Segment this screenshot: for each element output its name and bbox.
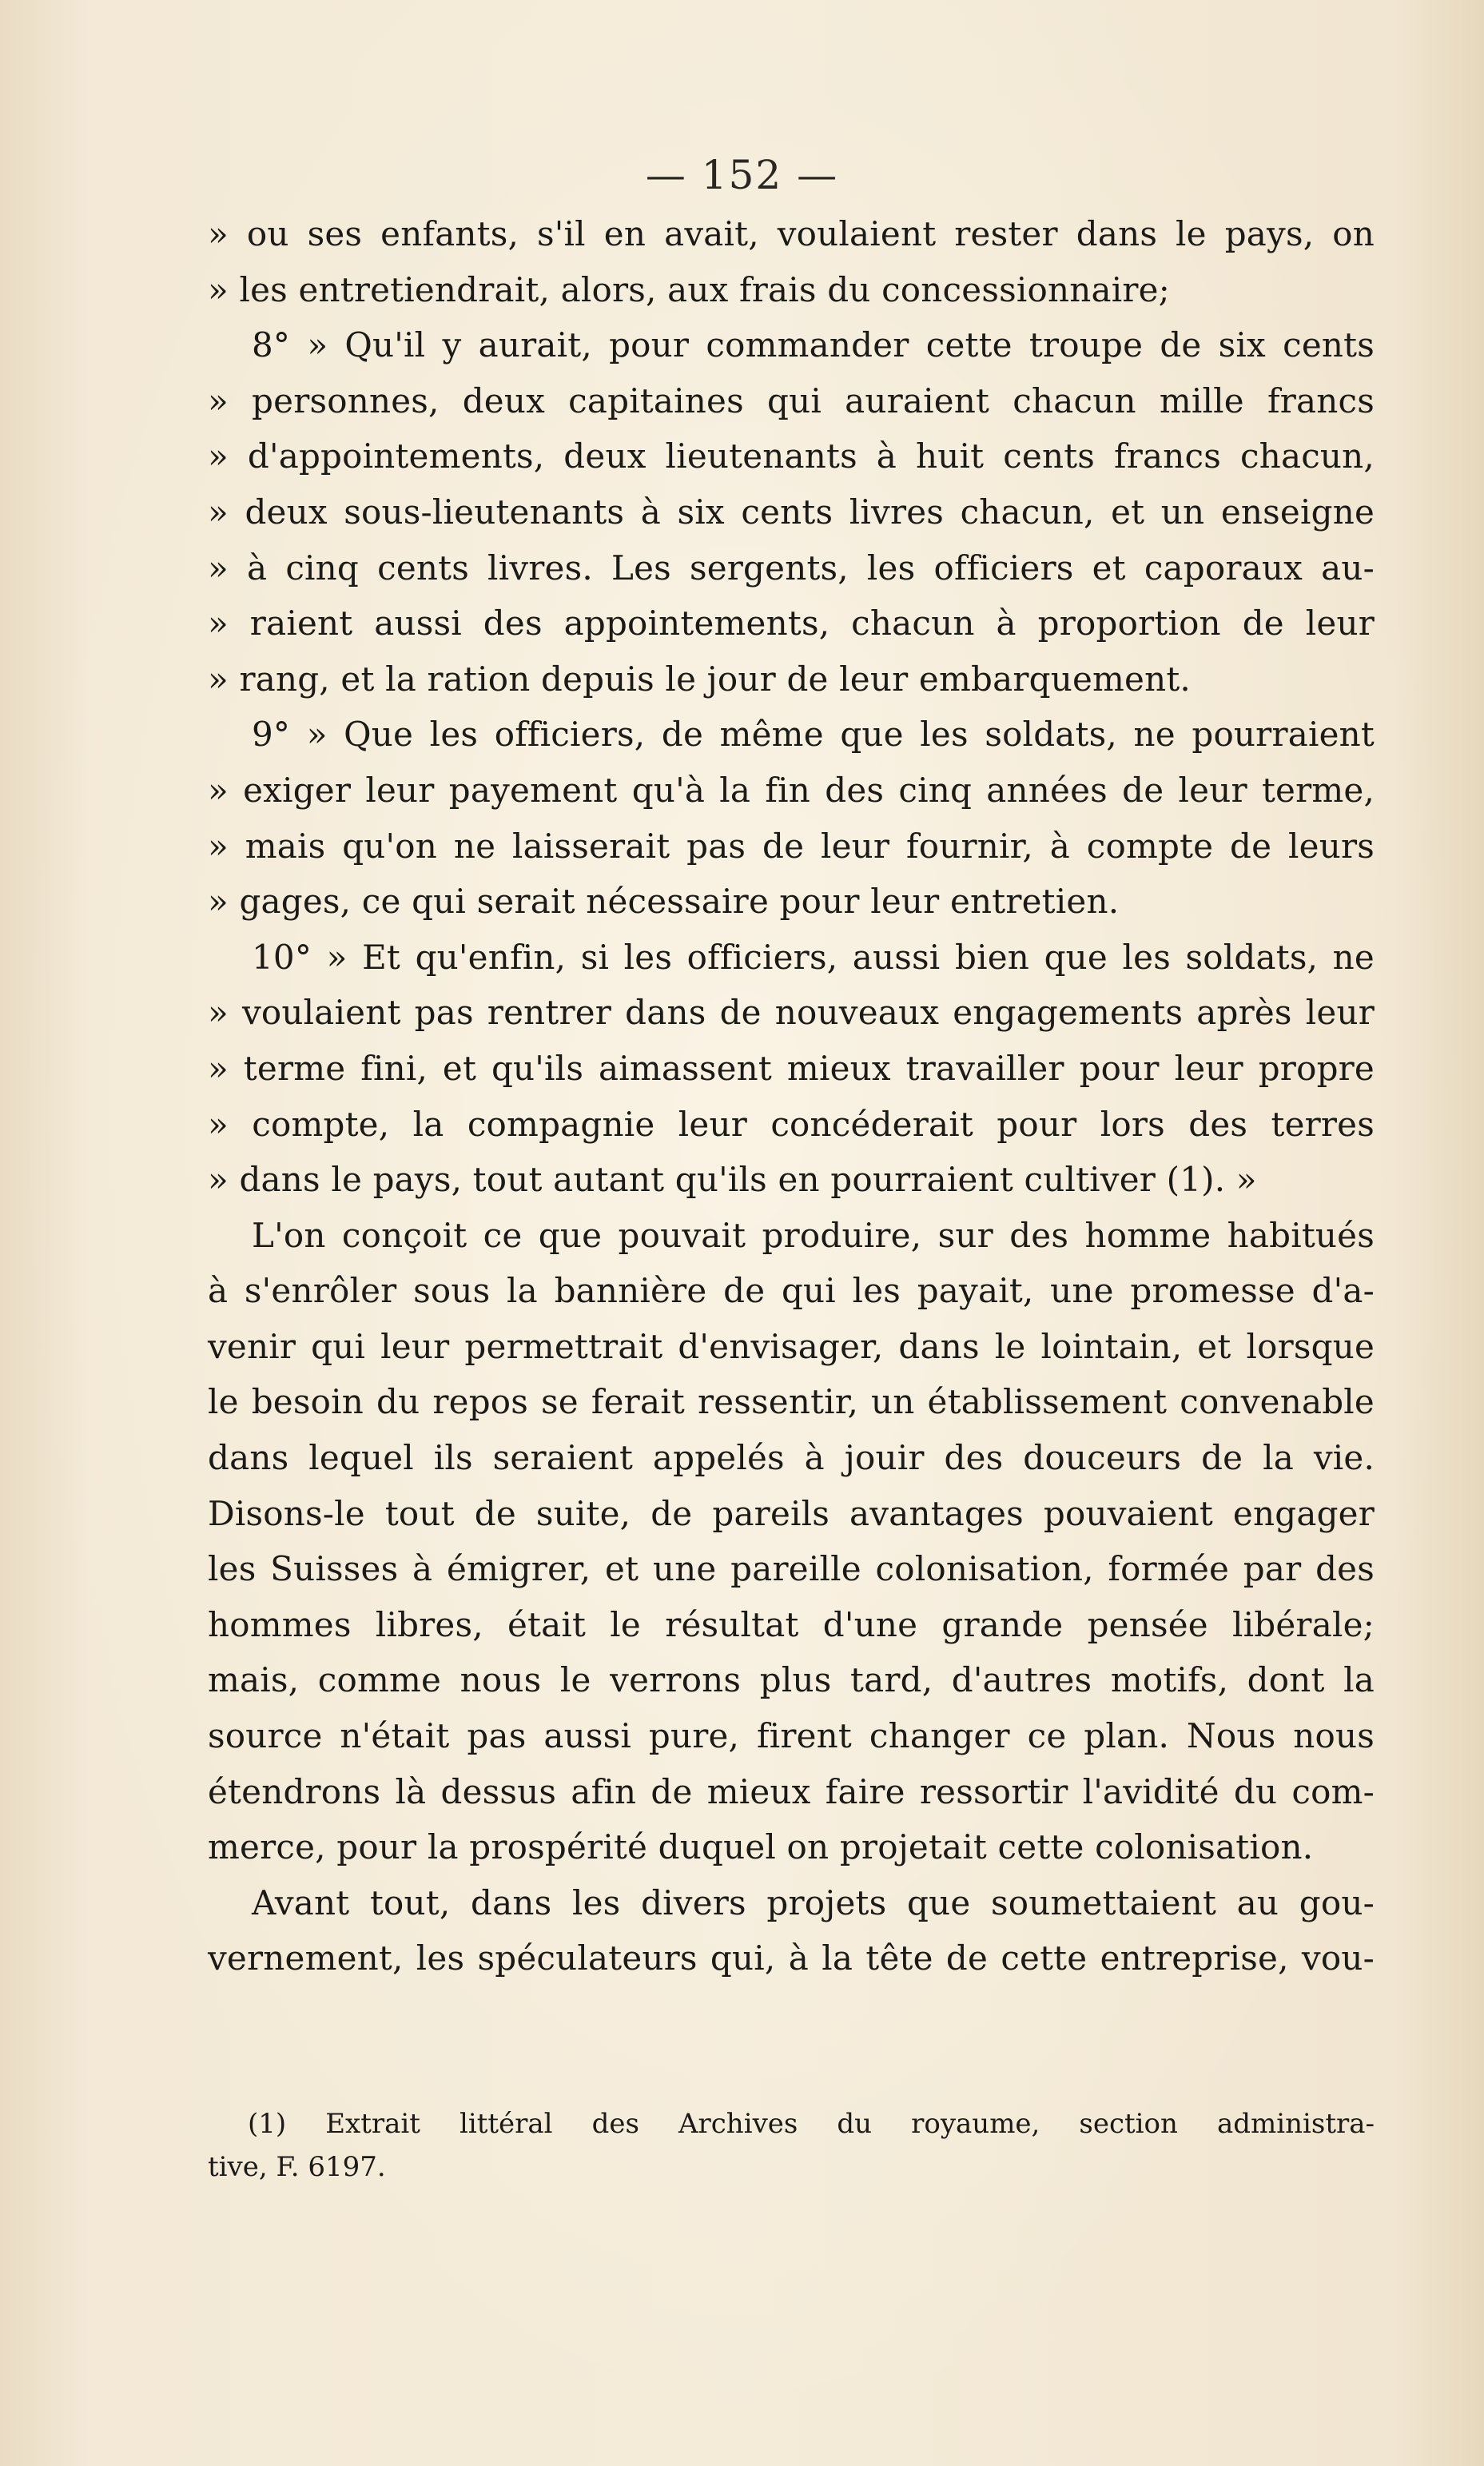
- text-line: » rang, et la ration depuis le jour de leur embarquement.: [208, 659, 1191, 699]
- text-line: vernement, les spéculateurs qui, à la tête de cette entreprise, vou-: [208, 1938, 1375, 1978]
- text-line: à s'enrôler sous la bannière de qui les payait, une promesse d'a-: [208, 1271, 1375, 1311]
- text-line: 10° » Et qu'enfin, si les officiers, aussi bien que les soldats, ne: [252, 937, 1375, 977]
- text-line: venir qui leur permettrait d'envisager, dans le lointain, et lorsque: [208, 1326, 1375, 1366]
- text-line: » dans le pays, tout autant qu'ils en pourraient cultiver (1). »: [208, 1160, 1257, 1200]
- text-line: merce, pour la prospérité duquel on projetait cette colonisation.: [208, 1827, 1314, 1867]
- text-line: » raient aussi des appointements, chacun à proportion de leur: [208, 604, 1375, 643]
- text-line: » les entretiendrait, alors, aux frais du concessionnaire;: [208, 269, 1171, 309]
- page-number: — 152 —: [645, 152, 839, 198]
- text-line: 9° » Que les officiers, de même que les soldats, ne pourraient: [252, 715, 1375, 755]
- text-line: » terme fini, et qu'ils aimassent mieux travailler pour leur propre: [208, 1048, 1375, 1088]
- text-line: » personnes, deux capitaines qui auraient chacun mille francs: [208, 380, 1375, 420]
- body-text: [208, 206, 1375, 1986]
- text-line: » à cinq cents livres. Les sergents, les officiers et caporaux au-: [208, 548, 1375, 588]
- text-line: » gages, ce qui serait nécessaire pour leur entretien.: [208, 882, 1120, 922]
- text-line: » compte, la compagnie leur concéderait pour lors des terres: [208, 1104, 1375, 1144]
- text-line: le besoin du repos se ferait ressentir, un établissement convenable: [208, 1382, 1375, 1422]
- text-line: » exiger leur payement qu'à la fin des cinq années de leur terme,: [208, 770, 1375, 810]
- footnote-line: (1) Extrait littéral des Archives du royaume, section administra-: [248, 2108, 1375, 2140]
- footnote: [208, 2102, 1375, 2189]
- text-line: source n'était pas aussi pure, firent changer ce plan. Nous nous: [208, 1716, 1375, 1756]
- text-line: dans lequel ils seraient appelés à jouir des douceurs de la vie.: [208, 1438, 1375, 1478]
- text-line: » d'appointements, deux lieutenants à huit cents francs chacun,: [208, 436, 1375, 476]
- text-line: Disons-le tout de suite, de pareils avantages pouvaient engager: [208, 1493, 1375, 1533]
- text-line: les Suisses à émigrer, et une pareille colonisation, formée par des: [208, 1549, 1375, 1589]
- text-line: L'on conçoit ce que pouvait produire, sur des homme habitués: [252, 1215, 1375, 1255]
- text-line: étendrons là dessus afin de mieux faire ressortir l'avidité du com-: [208, 1771, 1375, 1811]
- text-line: » voulaient pas rentrer dans de nouveaux engagements après leur: [208, 993, 1375, 1033]
- text-line: » mais qu'on ne laisserait pas de leur fournir, à compte de leurs: [208, 826, 1375, 866]
- text-line: hommes libres, était le résultat d'une grande pensée libérale;: [208, 1604, 1375, 1644]
- text-line: » ou ses enfants, s'il en avait, voulaient rester dans le pays, on: [208, 214, 1375, 253]
- text-line: Avant tout, dans les divers projets que soumettaient au gou-: [252, 1882, 1375, 1922]
- text-line: » deux sous-lieutenants à six cents livres chacun, et un enseigne: [208, 492, 1375, 532]
- footnote-line: tive, F. 6197.: [208, 2151, 386, 2183]
- text-line: mais, comme nous le verrons plus tard, d'autres motifs, dont la: [208, 1660, 1375, 1700]
- text-line: 8° » Qu'il y aurait, pour commander cette troupe de six cents: [252, 325, 1375, 365]
